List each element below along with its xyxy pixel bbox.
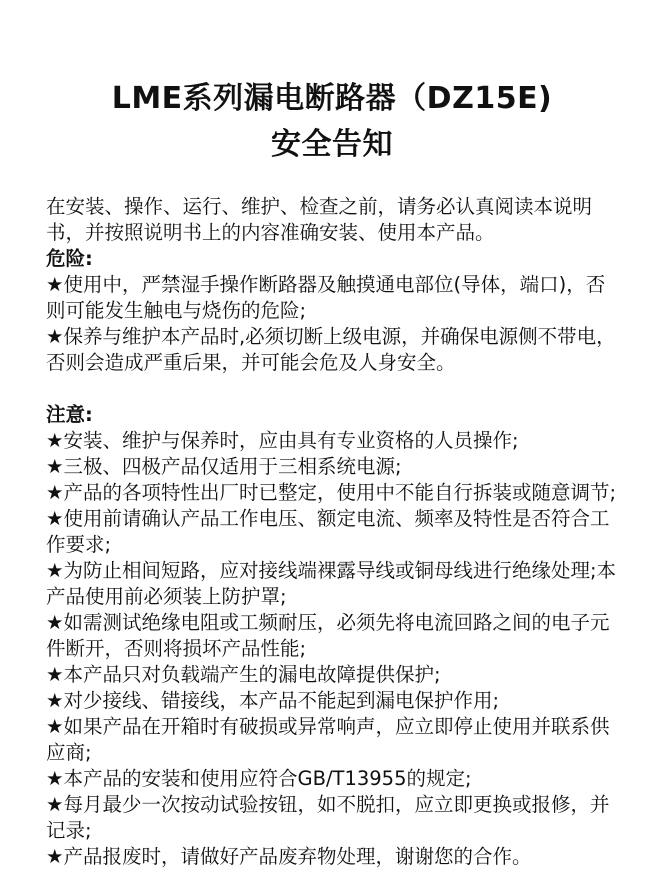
danger-list xyxy=(46,272,618,376)
list-item xyxy=(46,272,618,324)
list-item xyxy=(46,714,618,766)
list-item xyxy=(46,844,618,870)
list-item-text: 每月最少一次按动试验按钮，如不脱扣，应立即更换或报修，并记录; xyxy=(46,793,610,842)
list-item-text: 对少接线、错接线，本产品不能起到漏电保护作用; xyxy=(63,689,500,712)
section-spacer xyxy=(46,376,618,402)
list-item-text: 保养与维护本产品时,必须切断上级电源，并确保电源侧不带电，否则会造成严重后果，并可能会危及人身安全。 xyxy=(46,325,616,374)
list-item xyxy=(46,454,618,480)
list-item-text: 本产品只对负载端产生的漏电故障提供保护; xyxy=(63,663,441,686)
list-item xyxy=(46,506,618,558)
star-icon: ★ xyxy=(46,429,64,452)
notice-heading: 注意: xyxy=(46,403,93,426)
list-item-text: 三极、四极产品仅适用于三相系统电源; xyxy=(63,455,402,478)
list-item xyxy=(46,610,618,662)
list-item-text: 安装、维护与保养时，应由具有专业资格的人员操作; xyxy=(63,429,519,452)
star-icon: ★ xyxy=(46,481,64,504)
star-icon: ★ xyxy=(46,455,64,478)
star-icon: ★ xyxy=(46,767,64,790)
star-icon: ★ xyxy=(46,689,64,712)
list-item xyxy=(46,792,618,844)
star-icon: ★ xyxy=(46,793,64,816)
list-item xyxy=(46,480,618,506)
list-item-text: 本产品的安装和使用应符合GB/T13955的规定; xyxy=(63,767,472,790)
list-item-text: 使用中，严禁湿手操作断路器及触摸通电部位(导体，端口)，否则可能发生触电与烧伤的危险; xyxy=(46,273,606,322)
notice-list xyxy=(46,428,618,870)
list-item-text: 使用前请确认产品工作电压、额定电流、频率及特性是否符合工作要求; xyxy=(46,507,610,556)
list-item-text: 为防止相间短路，应对接线端裸露导线或铜母线进行绝缘处理;本产品使用前必须装上防护罩; xyxy=(46,559,617,608)
list-item xyxy=(46,766,618,792)
list-item xyxy=(46,688,618,714)
document-title: LME系列漏电断路器（DZ15E) xyxy=(111,81,553,116)
danger-heading: 危险: xyxy=(46,247,93,270)
intro-paragraph: 在安装、操作、运行、维护、检查之前，请务必认真阅读本说明书，并按照说明书上的内容准确安装、使用本产品。 xyxy=(46,195,593,244)
list-item-text: 产品报废时，请做好产品废弃物处理，谢谢您的合作。 xyxy=(63,845,532,868)
star-icon: ★ xyxy=(46,663,64,686)
star-icon: ★ xyxy=(46,273,64,296)
list-item xyxy=(46,428,618,454)
list-item xyxy=(46,558,618,610)
list-item-text: 如果产品在开箱时有破损或异常响声，应立即停止使用并联系供应商; xyxy=(46,715,610,764)
list-item xyxy=(46,324,618,376)
star-icon: ★ xyxy=(46,845,64,868)
document-subtitle: 安全告知 xyxy=(271,127,393,162)
star-icon: ★ xyxy=(46,611,64,634)
star-icon: ★ xyxy=(46,507,64,530)
star-icon: ★ xyxy=(46,715,64,738)
star-icon: ★ xyxy=(46,559,64,582)
list-item xyxy=(46,662,618,688)
list-item-text: 产品的各项特性出厂时已整定，使用中不能自行拆装或随意调节; xyxy=(63,481,617,504)
star-icon: ★ xyxy=(46,325,64,348)
list-item-text: 如需测试绝缘电阻或工频耐压，必须先将电流回路之间的电子元件断开，否则将损坏产品性能; xyxy=(46,611,610,660)
